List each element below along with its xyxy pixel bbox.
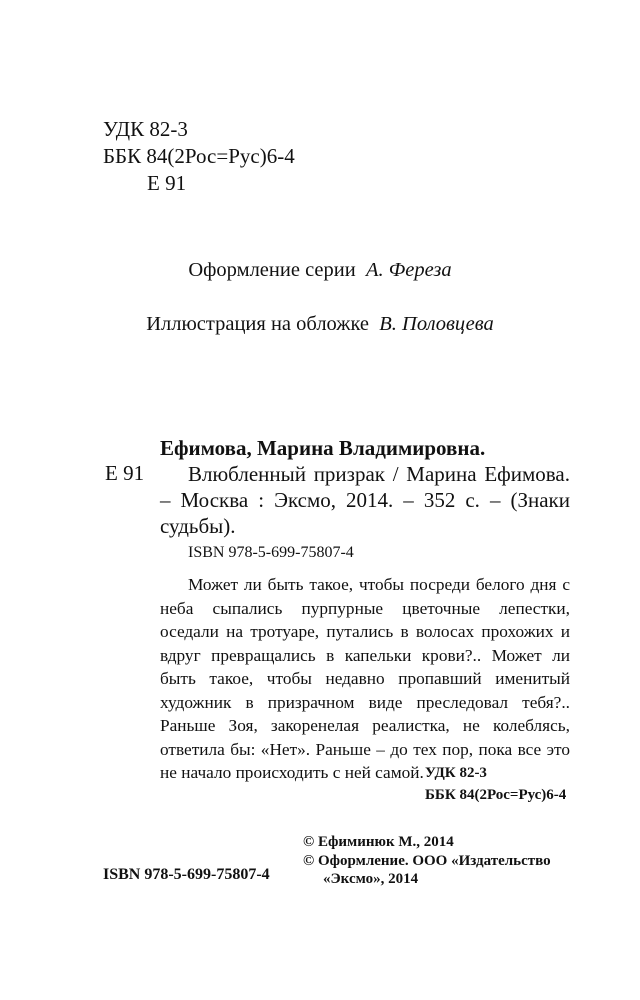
record-author: Ефимова, Марина Владимировна. [160, 436, 486, 460]
copyright-author: © Ефиминюк М., 2014 [303, 834, 454, 850]
record-isbn: ISBN 978-5-699-75807-4 [188, 544, 354, 561]
copyright-design: © Оформление. ООО «Издательство [303, 852, 551, 869]
book-annotation: Может ли быть такое, чтобы посреди белого дня с неба сыпались пурпурные цветочные лепестки, оседали на тротуаре, путались в волосах прохожих и вдруг превращались в капельки крови?.. Может ли быть такое, чтобы недавно пропавший именитый художник в призрачном виде преследовал тебя?.. Раньше Зоя, закоренелая реалистка, не колеблясь, ответила бы: «Нет». Раньше – до тех пор, пока все это не начало происходить с ней самой. [160, 575, 570, 782]
isbn-bottom: ISBN 978-5-699-75807-4 [103, 866, 270, 883]
series-design-label: Оформление серии [188, 259, 356, 281]
classification-codes [103, 116, 295, 197]
cover-illustration-credit [0, 313, 640, 336]
record-author-mark: Е 91 [105, 461, 145, 485]
record-udk-code: УДК 82-3 [425, 765, 487, 781]
record-classification-codes [425, 762, 566, 806]
record-title-description: Влюбленный призрак / Марина Ефимова. – Москва : Эксмо, 2014. – 352 с. – (Знаки судьбы). [160, 462, 570, 538]
series-design-credit [0, 259, 640, 282]
cover-illustration-label: Иллюстрация на обложке [146, 313, 369, 335]
copyright-block [303, 833, 551, 889]
cover-illustration-name: В. Половцева [379, 313, 494, 335]
record-bbk-code: ББК 84(2Рос=Рус)6-4 [425, 787, 567, 803]
bbk-code: ББК 84(2Рос=Рус)6-4 [103, 144, 295, 168]
author-mark: Е 91 [147, 171, 187, 195]
series-design-name: А. Фереза [365, 259, 452, 281]
udk-code: УДК 82-3 [103, 117, 188, 141]
copyright-publisher: «Эксмо», 2014 [323, 871, 419, 887]
